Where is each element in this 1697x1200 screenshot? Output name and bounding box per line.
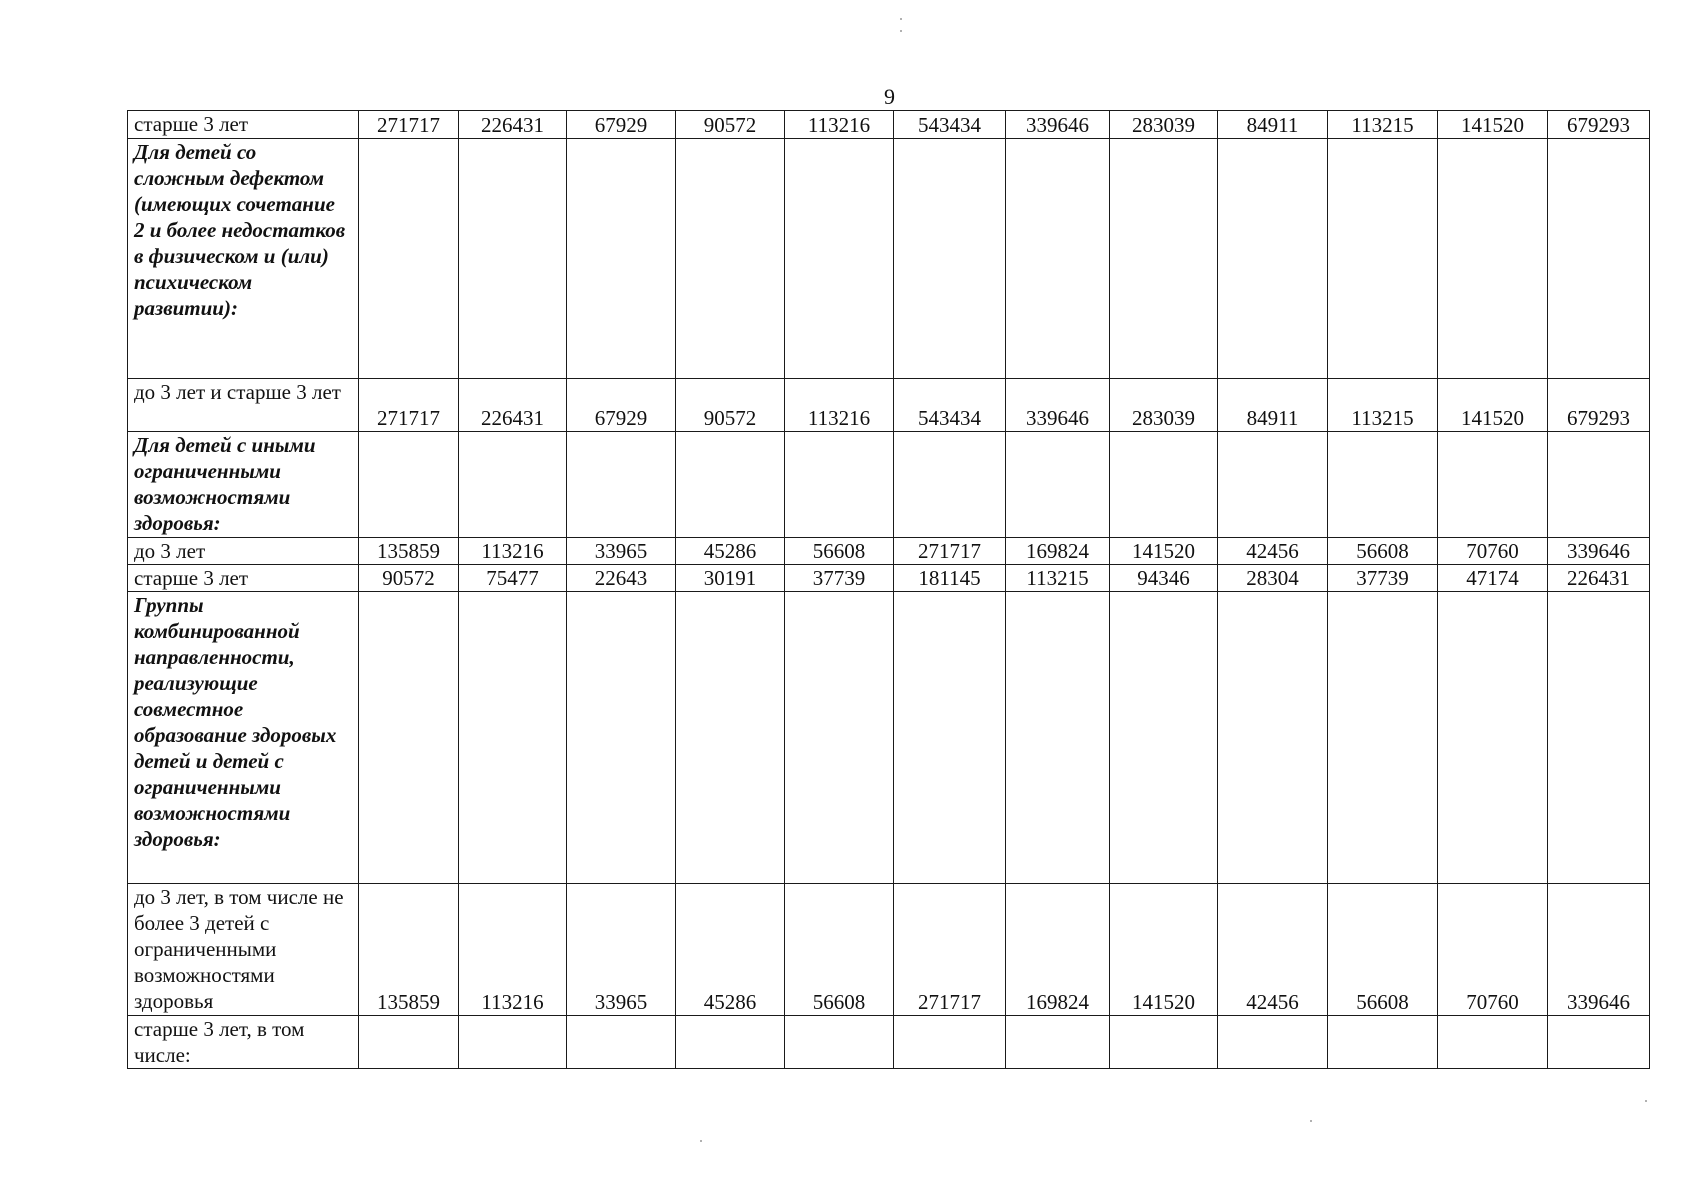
value-cell [785, 139, 894, 379]
scan-speck [1310, 1120, 1312, 1122]
value-cell [894, 1016, 1006, 1069]
section-heading-cell: Группы комбинированной направленности, реализующие совместное образование здоровых детей и детей с ограниченными возможностями здоровья: [128, 592, 359, 884]
value-cell [1548, 432, 1650, 538]
value-cell [459, 592, 567, 884]
value-cell [359, 432, 459, 538]
row-label-cell: старше 3 лет [128, 111, 359, 139]
table-row [128, 111, 1650, 139]
value-cell [1328, 432, 1438, 538]
value-cell [894, 139, 1006, 379]
scan-speck [1645, 1100, 1647, 1102]
value-cell: 70760 [1438, 538, 1548, 565]
value-cell: 271717 [894, 884, 1006, 1016]
value-cell [567, 139, 676, 379]
value-cell [1328, 592, 1438, 884]
value-cell: 56608 [785, 884, 894, 1016]
value-cell [459, 139, 567, 379]
row-label-cell: старше 3 лет [128, 565, 359, 592]
value-cell [1218, 139, 1328, 379]
value-cell: 33965 [567, 884, 676, 1016]
value-cell: 271717 [894, 538, 1006, 565]
value-cell [1110, 139, 1218, 379]
value-cell: 47174 [1438, 565, 1548, 592]
section-heading-cell: Для детей со сложным дефектом (имеющих сочетание 2 и более недостатков в физическом и (или) психическом развитии): [128, 139, 359, 379]
row-label-cell: до 3 лет и старше 3 лет [128, 379, 359, 432]
value-cell: 84911 [1218, 111, 1328, 139]
scan-speck [900, 30, 902, 32]
value-cell: 113216 [785, 379, 894, 432]
scan-speck [700, 1140, 702, 1142]
value-cell [567, 592, 676, 884]
page-number: 9 [884, 84, 895, 109]
value-cell [1438, 432, 1548, 538]
value-cell: 37739 [785, 565, 894, 592]
value-cell: 226431 [1548, 565, 1650, 592]
value-cell: 339646 [1548, 884, 1650, 1016]
value-cell: 339646 [1006, 111, 1110, 139]
value-cell: 543434 [894, 111, 1006, 139]
value-cell: 45286 [676, 538, 785, 565]
value-cell [785, 592, 894, 884]
value-cell: 90572 [676, 111, 785, 139]
row-label-cell: старше 3 лет, в том числе: [128, 1016, 359, 1069]
value-cell: 271717 [359, 111, 459, 139]
value-cell [1110, 592, 1218, 884]
value-cell [1438, 592, 1548, 884]
value-cell: 33965 [567, 538, 676, 565]
value-cell: 75477 [459, 565, 567, 592]
value-cell [1006, 139, 1110, 379]
value-cell [567, 432, 676, 538]
value-cell [459, 432, 567, 538]
value-cell: 339646 [1548, 538, 1650, 565]
value-cell: 113216 [459, 884, 567, 1016]
table-row [128, 565, 1650, 592]
value-cell [1548, 139, 1650, 379]
value-cell [676, 592, 785, 884]
value-cell: 169824 [1006, 884, 1110, 1016]
value-cell: 90572 [359, 565, 459, 592]
table-row [128, 592, 1650, 884]
value-cell [359, 1016, 459, 1069]
value-cell: 42456 [1218, 538, 1328, 565]
row-label-cell: до 3 лет [128, 538, 359, 565]
table-row [128, 432, 1650, 538]
value-cell: 113216 [785, 111, 894, 139]
value-cell: 56608 [1328, 884, 1438, 1016]
value-cell: 45286 [676, 884, 785, 1016]
value-cell: 679293 [1548, 379, 1650, 432]
value-cell [1006, 592, 1110, 884]
value-cell [1438, 139, 1548, 379]
value-cell: 181145 [894, 565, 1006, 592]
value-cell [1548, 1016, 1650, 1069]
value-cell: 226431 [459, 379, 567, 432]
table-row [128, 1016, 1650, 1069]
value-cell: 113216 [459, 538, 567, 565]
value-cell: 67929 [567, 379, 676, 432]
value-cell: 22643 [567, 565, 676, 592]
value-cell [459, 1016, 567, 1069]
value-cell [1218, 432, 1328, 538]
value-cell: 135859 [359, 538, 459, 565]
value-cell [1218, 1016, 1328, 1069]
value-cell: 226431 [459, 111, 567, 139]
value-cell: 42456 [1218, 884, 1328, 1016]
value-cell: 271717 [359, 379, 459, 432]
value-cell [1110, 1016, 1218, 1069]
table-row [128, 139, 1650, 379]
section-heading-cell: Для детей с иными ограниченными возможностями здоровья: [128, 432, 359, 538]
value-cell [676, 1016, 785, 1069]
value-cell [676, 139, 785, 379]
value-cell: 339646 [1006, 379, 1110, 432]
value-cell: 113215 [1328, 111, 1438, 139]
value-cell: 37739 [1328, 565, 1438, 592]
row-label-cell: до 3 лет, в том числе не более 3 детей с ограниченными возможностями здоровья [128, 884, 359, 1016]
value-cell [785, 1016, 894, 1069]
value-cell: 113215 [1328, 379, 1438, 432]
value-cell [785, 432, 894, 538]
value-cell: 70760 [1438, 884, 1548, 1016]
value-cell: 543434 [894, 379, 1006, 432]
tariff-table [127, 110, 1650, 1069]
table-row [128, 538, 1650, 565]
value-cell: 28304 [1218, 565, 1328, 592]
value-cell: 141520 [1110, 538, 1218, 565]
value-cell: 141520 [1438, 111, 1548, 139]
value-cell [676, 432, 785, 538]
value-cell: 56608 [1328, 538, 1438, 565]
value-cell [1438, 1016, 1548, 1069]
value-cell: 113215 [1006, 565, 1110, 592]
value-cell: 169824 [1006, 538, 1110, 565]
value-cell: 56608 [785, 538, 894, 565]
value-cell: 135859 [359, 884, 459, 1016]
table-row [128, 379, 1650, 432]
value-cell: 94346 [1110, 565, 1218, 592]
value-cell: 283039 [1110, 379, 1218, 432]
value-cell [567, 1016, 676, 1069]
value-cell [1006, 1016, 1110, 1069]
value-cell: 90572 [676, 379, 785, 432]
value-cell [1006, 432, 1110, 538]
value-cell [359, 592, 459, 884]
value-cell [1328, 1016, 1438, 1069]
value-cell [359, 139, 459, 379]
value-cell: 84911 [1218, 379, 1328, 432]
value-cell [1328, 139, 1438, 379]
table-row [128, 884, 1650, 1016]
scan-speck [900, 18, 902, 20]
value-cell: 30191 [676, 565, 785, 592]
value-cell [1110, 432, 1218, 538]
value-cell [1218, 592, 1328, 884]
value-cell: 679293 [1548, 111, 1650, 139]
value-cell: 141520 [1110, 884, 1218, 1016]
value-cell: 67929 [567, 111, 676, 139]
value-cell [894, 432, 1006, 538]
value-cell: 141520 [1438, 379, 1548, 432]
value-cell [1548, 592, 1650, 884]
value-cell: 283039 [1110, 111, 1218, 139]
value-cell [894, 592, 1006, 884]
